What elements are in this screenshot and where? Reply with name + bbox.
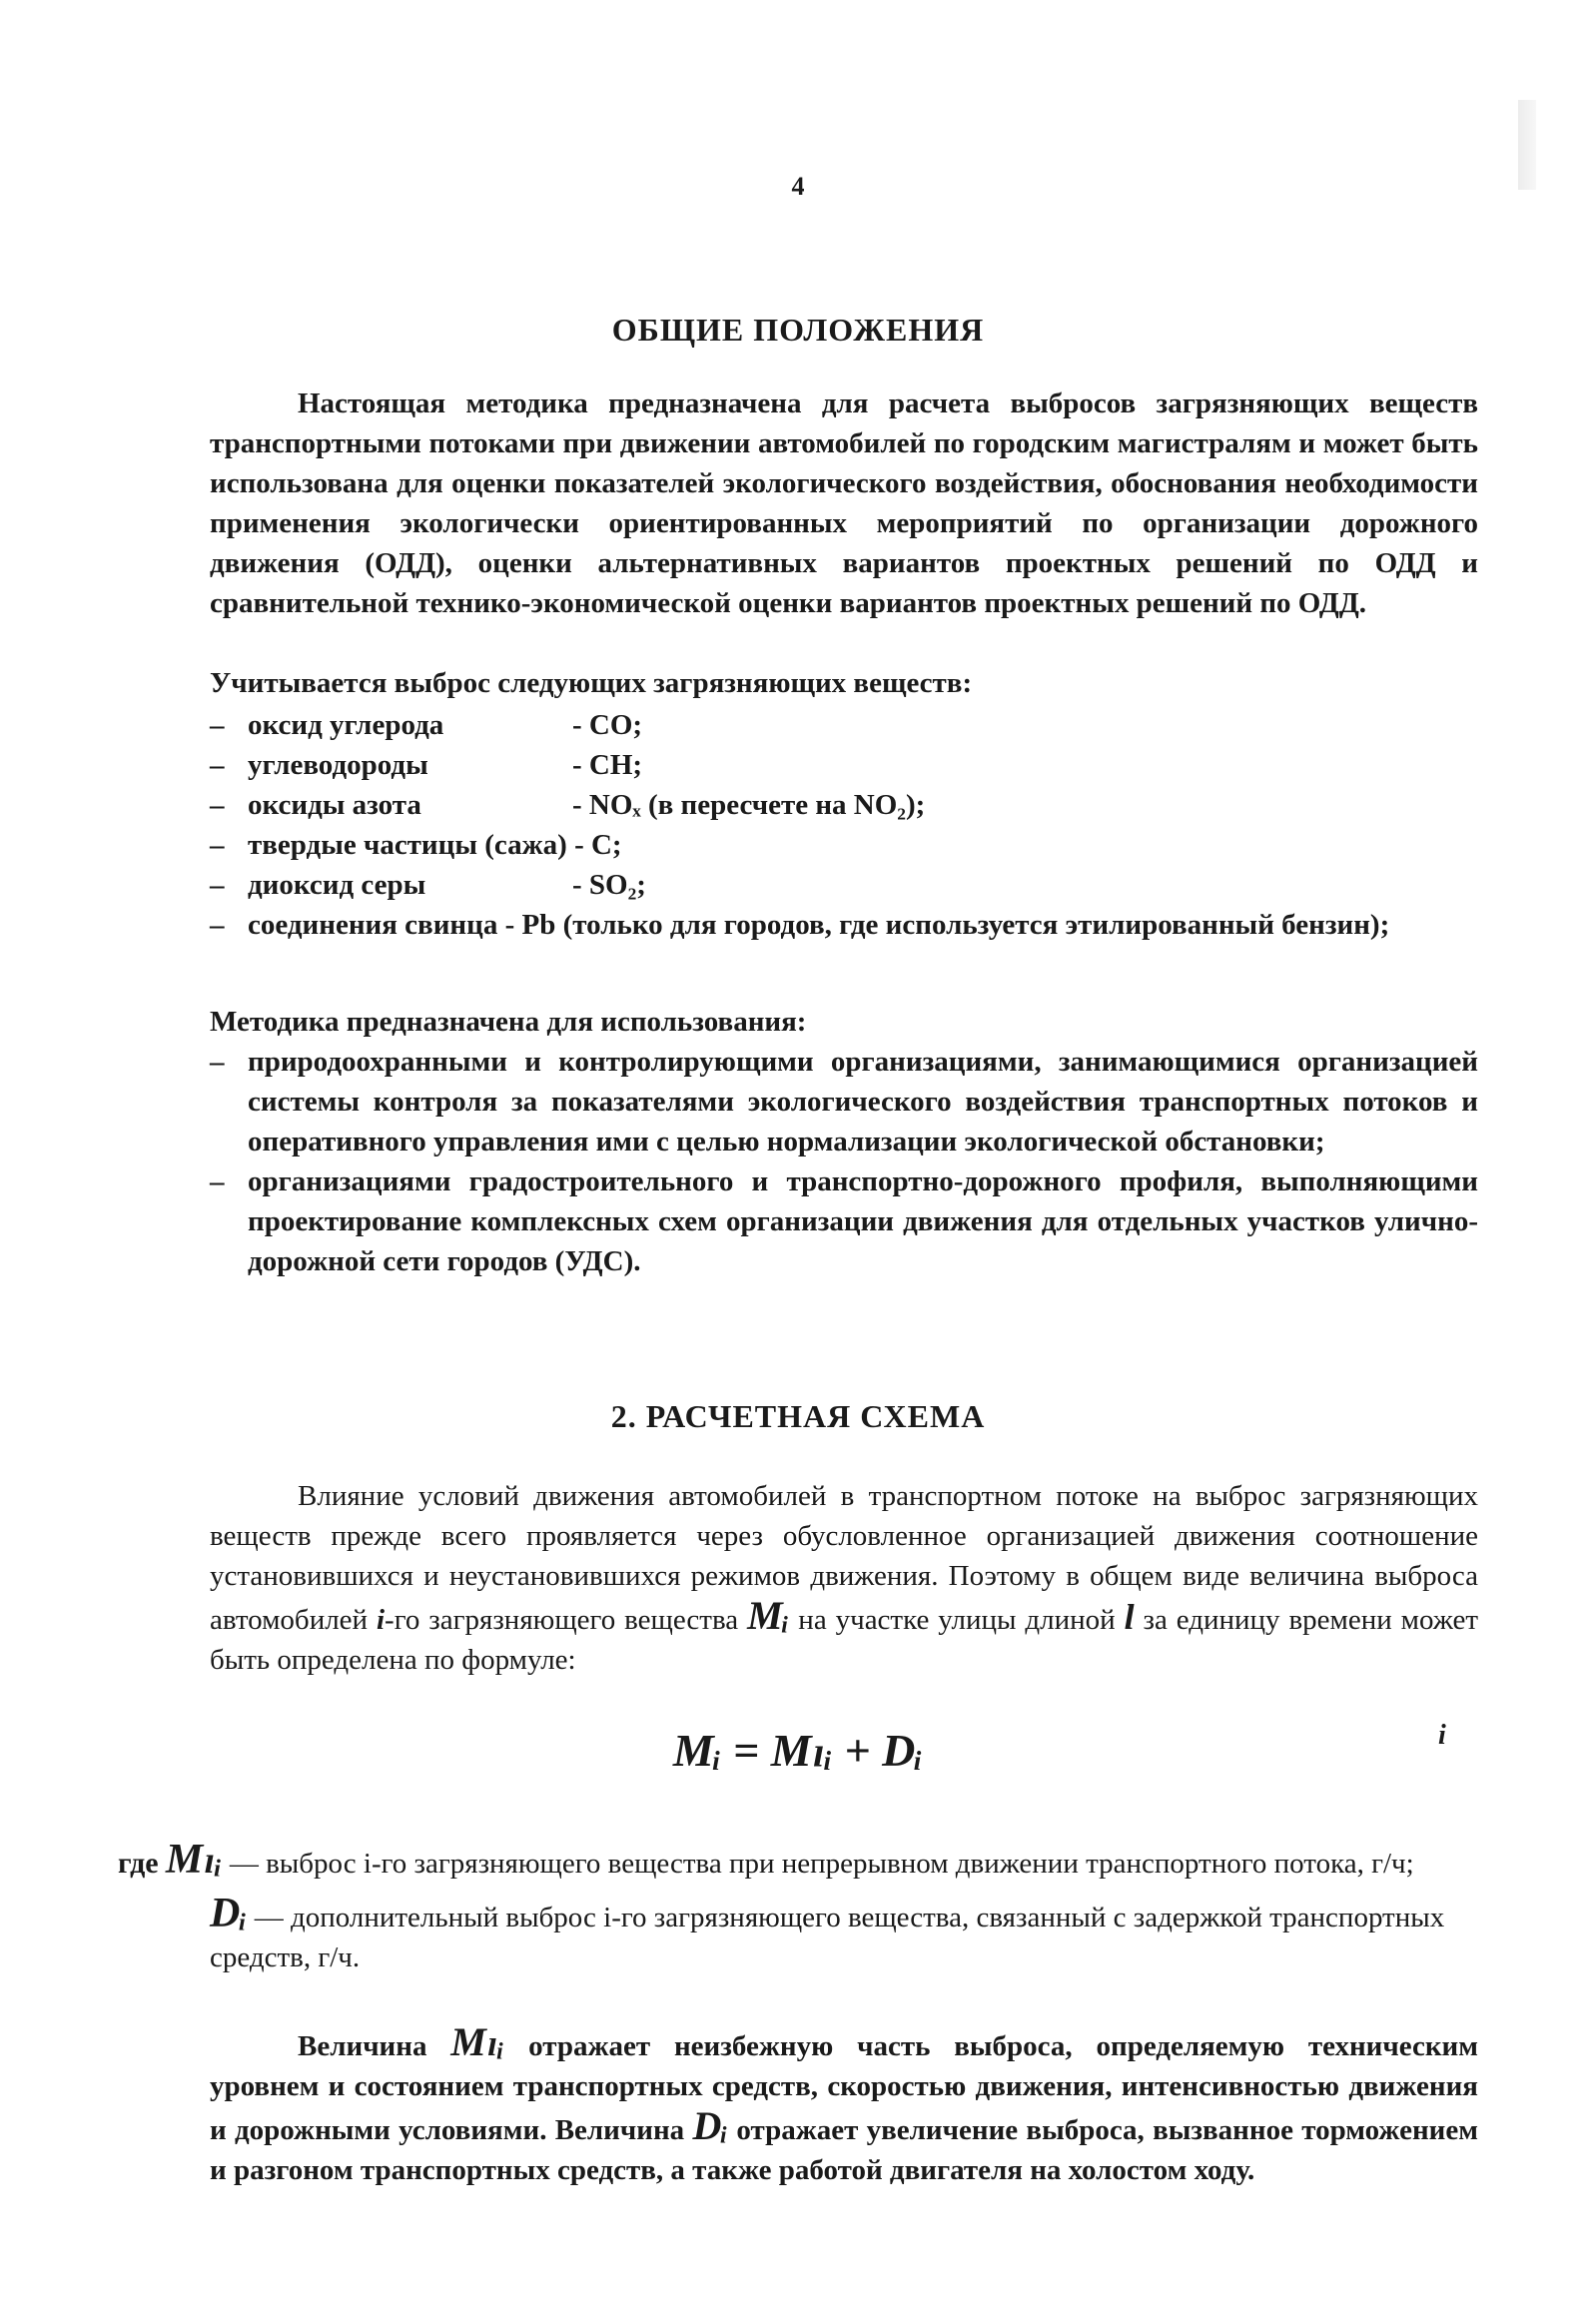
final-paragraph xyxy=(210,2019,1478,2190)
section-title-calculation-scheme: 2. РАСЧЕТНАЯ СХЕМА xyxy=(610,1398,986,1434)
list-item xyxy=(210,745,1478,785)
page-number: 4 xyxy=(791,172,805,201)
legend-dash: — xyxy=(229,1848,259,1880)
para-text: за единицу времени может быть определена по формуле: xyxy=(210,1604,1479,1676)
legend-text: выброс i-го загрязняющего вещества при непрерывном движении транспортного потока, г/ч; xyxy=(266,1848,1414,1880)
formula-legend xyxy=(118,1837,1478,1977)
list-item: – природоохранными и контролирующими организациями, занимающимися организацией системы контроля за показателями экологического воздействия транспортных потоков и оперативного управления ими с целью нормализации экологической обстановки; xyxy=(210,1042,1478,1161)
var-i: i xyxy=(376,1604,386,1636)
pollutants-label: Учитывается выброс следующих загрязняющих веществ: xyxy=(210,667,973,699)
var-Di: Dᵢ xyxy=(692,2103,729,2148)
pollutant-name: оксид углерода xyxy=(248,709,444,741)
para-text: отражает неизбежную часть выброса, определяемую техническим уровнем и состоянием транспортных средств, скоростью движения, интенсивностью движения и дорожными условиями. Величина xyxy=(210,2030,1478,2146)
list-item xyxy=(210,865,1478,905)
pollutant-list xyxy=(210,705,1478,945)
calculation-paragraph xyxy=(210,1476,1478,1680)
pollutant-name: твердые частицы (сажа) xyxy=(248,829,567,861)
var-Mli: Mₗᵢ xyxy=(450,2019,505,2064)
legend-dash: — xyxy=(254,1902,284,1933)
section-title-general: ОБЩИЕ ПОЛОЖЕНИЯ xyxy=(611,312,985,348)
list-item xyxy=(210,785,1478,825)
list-item xyxy=(210,825,1478,865)
var-Mi: Mᵢ xyxy=(747,1593,790,1638)
para-text: Влияние условий движения автомобилей в транспортном потоке на выброс загрязняющих веществ прежде всего проявляется через обусловленное организацией движения соотношение установившихся и неустановившихся режимов движения. Поэтому в общем виде величина выброса автомобилей xyxy=(210,1480,1478,1636)
para-text: Величина xyxy=(298,2030,451,2062)
pollutant-name: диоксид серы xyxy=(248,869,426,901)
pollutant-name: оксиды азота xyxy=(248,789,421,821)
legend-item xyxy=(118,1891,1478,1977)
list-item xyxy=(210,705,1478,745)
main-formula: Mᵢ = Mₗᵢ + Dᵢ xyxy=(672,1725,924,1776)
legend-symbol: Dᵢ xyxy=(210,1891,248,1936)
legend-item xyxy=(118,1837,1478,1884)
intended-label: Методика предназначена для использования: xyxy=(210,1006,807,1038)
intended-users-list xyxy=(210,1042,1478,1281)
intro-paragraph xyxy=(210,384,1478,623)
pollutant-formula: - Pb (только для городов, где используется этилированный бензин); xyxy=(504,909,1390,941)
intro-text: Настоящая методика предназначена для расчета выбросов загрязняющих веществ транспортными потоками при движении автомобилей по городским магистралям и может быть использована для оценки показателей экологического воздействия, обоснования необходимости применения экологически ориентированных мероприятий по организации дорожного движения (ОДД), оценки альтернативных вариантов проектных решений по ОДД и сравнительной технико-экономической оценки вариантов проектных решений по ОДД. xyxy=(210,387,1478,619)
legend-text: дополнительный выброс i-го загрязняющего вещества, связанный с задержкой транспортных средств, г/ч. xyxy=(210,1902,1445,1973)
list-item xyxy=(210,905,1478,945)
pollutant-formula: - C; xyxy=(574,829,622,861)
pollutant-formula: - CH; xyxy=(572,749,643,781)
pollutant-formula: - SO₂; xyxy=(572,869,646,901)
para-text: -го загрязняющего вещества xyxy=(385,1604,748,1636)
legend-symbol: Mₗᵢ xyxy=(165,1837,223,1883)
pollutant-name: соединения свинца xyxy=(248,909,498,941)
pollutant-name: углеводороды xyxy=(248,749,428,781)
pollutant-formula: - NOₓ (в пересчете на NO₂); xyxy=(572,789,926,821)
formula-mark: i xyxy=(1438,1720,1446,1751)
var-l: l xyxy=(1124,1597,1135,1637)
para-text: отражает увеличение выброса, вызванное торможением и разгоном транспортных средств, а также работой двигателя на холостом ходу. xyxy=(210,2114,1478,2186)
pollutant-formula: - CO; xyxy=(572,709,643,741)
where-word: где xyxy=(118,1847,159,1880)
para-text: на участке улицы длиной xyxy=(789,1604,1125,1636)
list-item: – организациями градостроительного и транспортно-дорожного профиля, выполняющими проектирование комплексных схем организации движения для отдельных участков улично-дорожной сети городов (УДС). xyxy=(210,1161,1478,1281)
